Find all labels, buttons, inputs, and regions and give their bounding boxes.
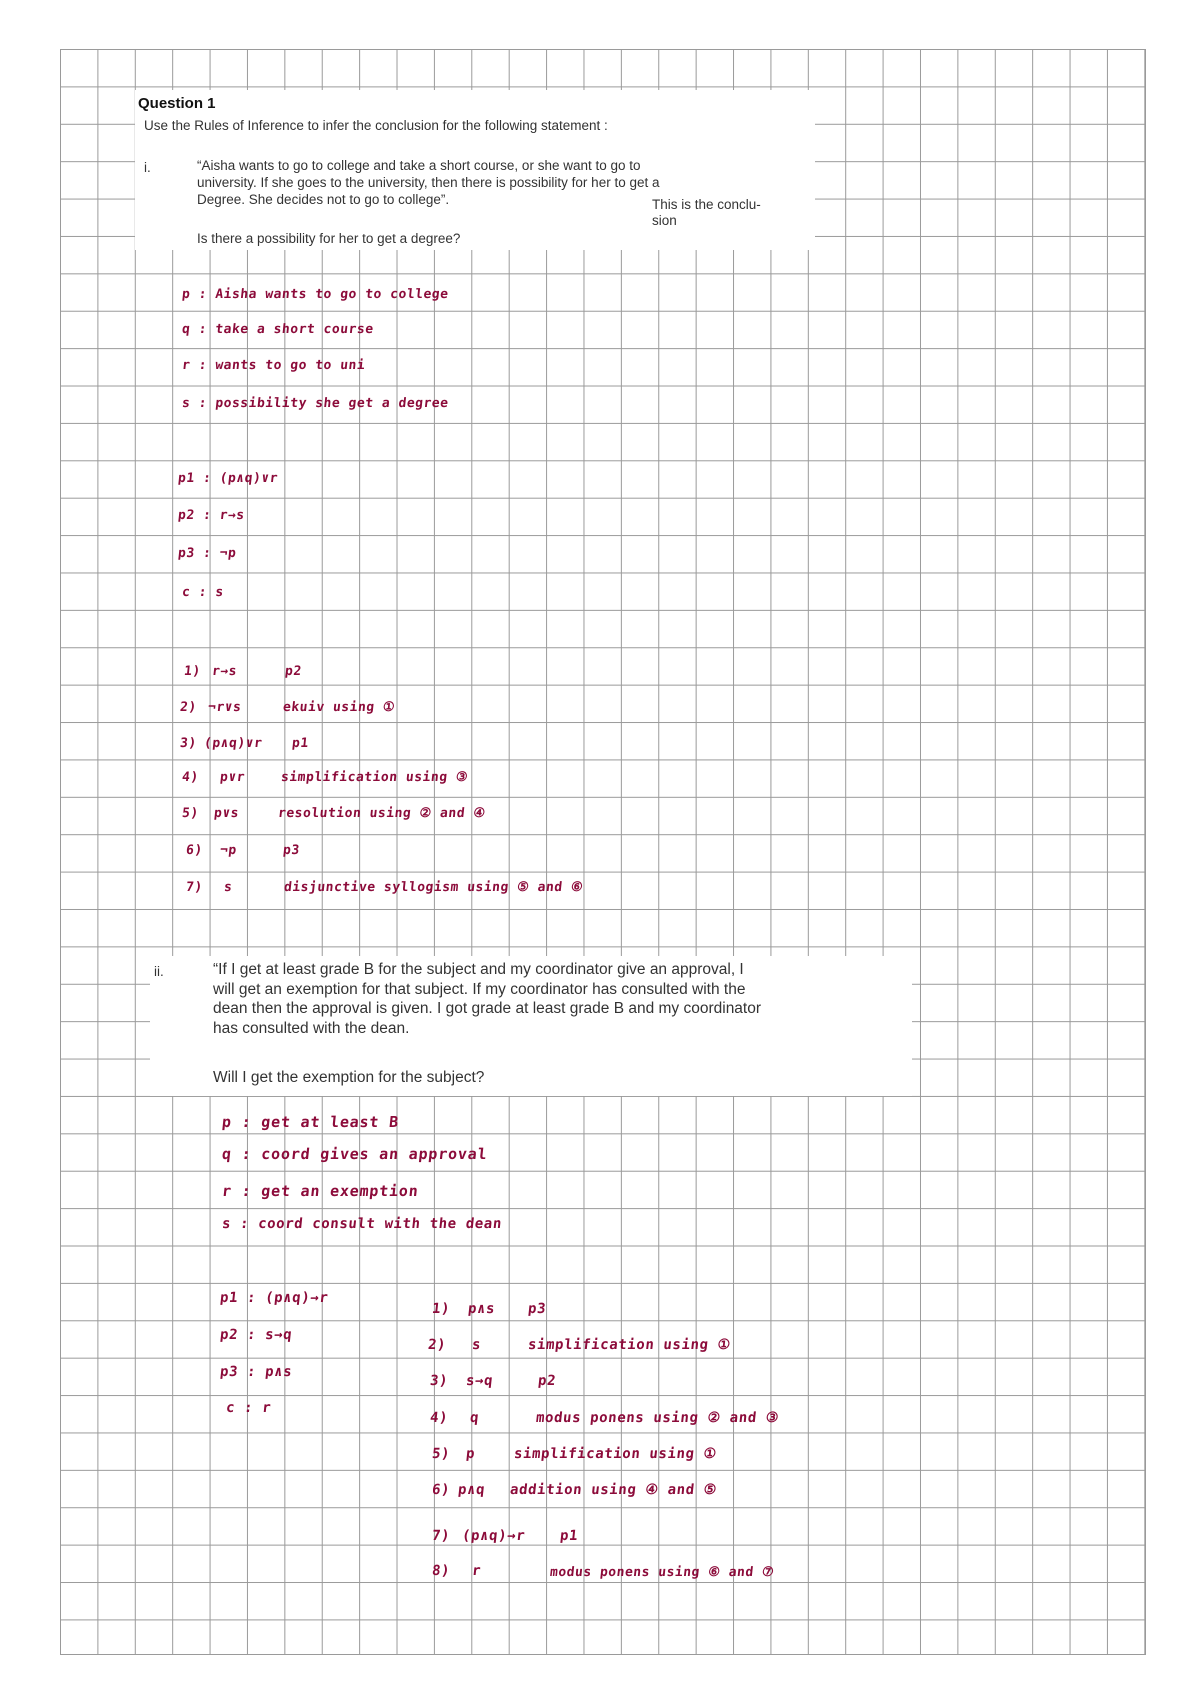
hw-step-expr: q <box>469 1410 480 1426</box>
hw-conclusion: c : s <box>181 585 225 600</box>
statement-line: “If I get at least grade B for the subject and my coordinator give an approval, I <box>213 961 744 978</box>
hw-def-p: p : get at least B <box>221 1113 400 1131</box>
hw-step-expr: (p∧q)∨r <box>203 736 264 751</box>
part-i-question: Is there a possibility for her to get a degree? <box>197 231 461 246</box>
hw-step-num: 2) <box>179 700 198 715</box>
hw-step-reason: p3 <box>282 843 301 858</box>
hw-step-reason: p3 <box>527 1301 547 1317</box>
hw-step-expr: r <box>471 1563 482 1579</box>
note-line: This is the conclu- <box>652 197 761 212</box>
question-1-part-ii-printed-block <box>150 956 912 1096</box>
hw-step-num: 6) <box>185 843 204 858</box>
hw-step-num: 4) <box>181 770 200 785</box>
hw-step-num: 1) <box>431 1301 451 1317</box>
hw-step-expr: p∨r <box>219 770 246 785</box>
part-i-label: i. <box>144 160 151 175</box>
question-title: Question 1 <box>138 95 216 112</box>
statement-line: Degree. She decides not to go to college”. <box>197 192 450 207</box>
hw-def-s: s : possibility she get a degree <box>181 396 450 411</box>
hw-step-num: 1) <box>183 664 202 679</box>
hw-step-reason: p2 <box>537 1373 557 1389</box>
part-ii-label: ii. <box>154 964 164 979</box>
hw-step-reason: simplification using ① <box>513 1446 718 1462</box>
hw-step-reason: p1 <box>559 1528 579 1544</box>
statement-line: will get an exemption for that subject. If my coordinator has consulted with the <box>213 980 746 998</box>
hw-step-expr: p∨s <box>213 806 240 821</box>
hw-def-q: q : coord gives an approval <box>221 1145 489 1163</box>
hw-premise-3: p3 : p∧s <box>219 1364 294 1380</box>
conclusion-note <box>652 197 787 229</box>
hw-step-expr: s <box>471 1337 482 1353</box>
hw-step-expr: s→q <box>465 1373 494 1389</box>
hw-step-reason: modus ponens using ⑥ and ⑦ <box>549 1565 775 1580</box>
hw-step-expr: (p∧q)→r <box>461 1528 527 1544</box>
hw-premise-2: p2 : r→s <box>177 508 246 523</box>
part-ii-question: Will I get the exemption for the subject? <box>213 1069 485 1086</box>
hw-step-num: 7) <box>185 880 204 895</box>
note-line: sion <box>652 213 677 228</box>
hw-step-expr: ¬r∨s <box>207 700 243 715</box>
hw-step-reason: simplification using ③ <box>280 770 469 785</box>
hw-step-num: 3) <box>179 736 198 751</box>
hw-step-reason: modus ponens using ② and ③ <box>535 1410 780 1426</box>
hw-step-expr: p∧s <box>467 1301 496 1317</box>
hw-def-r: r : get an exemption <box>221 1182 420 1200</box>
question-1-printed-block <box>135 90 815 250</box>
hw-step-reason: resolution using ② and ④ <box>277 806 487 821</box>
hw-step-num: 5) <box>431 1446 451 1462</box>
hw-step-reason: p1 <box>291 736 310 751</box>
hw-def-s: s : coord consult with the dean <box>221 1216 503 1232</box>
hw-step-num: 5) <box>181 806 200 821</box>
hw-premise-2: p2 : s→q <box>219 1327 294 1343</box>
hw-premise-1: p1 : (p∧q)→r <box>219 1290 330 1306</box>
hw-premise-1: p1 : (p∧q)∨r <box>177 471 279 486</box>
hw-step-reason: simplification using ① <box>527 1337 732 1353</box>
hw-step-num: 6) <box>431 1482 451 1498</box>
hw-step-reason: ekuiv using ① <box>282 700 396 715</box>
hw-step-expr: r→s <box>211 664 238 679</box>
hw-step-reason: disjunctive syllogism using ⑤ and ⑥ <box>283 880 584 895</box>
hw-step-expr: s <box>223 880 234 895</box>
hw-def-p: p : Aisha wants to go to college <box>181 287 450 302</box>
hw-step-reason: p2 <box>284 664 303 679</box>
hw-step-expr: p <box>465 1446 476 1462</box>
hw-step-reason: addition using ④ and ⑤ <box>509 1482 718 1498</box>
hw-step-expr: p∧q <box>457 1482 486 1498</box>
hw-def-r: r : wants to go to uni <box>181 358 366 373</box>
hw-step-num: 2) <box>427 1337 447 1353</box>
hw-conclusion: c : r <box>225 1400 272 1416</box>
statement-line: has consulted with the dean. <box>213 1019 410 1037</box>
hw-premise-3: p3 : ¬p <box>177 546 238 561</box>
hw-step-num: 3) <box>429 1373 449 1389</box>
statement-line: “Aisha wants to go to college and take a short course, or she want to go to <box>197 158 641 173</box>
hw-step-num: 4) <box>429 1410 449 1426</box>
hw-step-expr: ¬p <box>219 843 238 858</box>
statement-line: dean then the approval is given. I got grade at least grade B and my coordinator <box>213 1000 762 1017</box>
hw-def-q: q : take a short course <box>181 322 375 337</box>
hw-step-num: 7) <box>431 1528 451 1544</box>
hw-step-num: 8) <box>431 1563 451 1579</box>
question-instruction: Use the Rules of Inference to infer the conclusion for the following statement : <box>144 118 608 133</box>
statement-line: university. If she goes to the university, then there is possibility for her to get a <box>197 175 660 190</box>
part-ii-statement <box>213 960 865 1038</box>
